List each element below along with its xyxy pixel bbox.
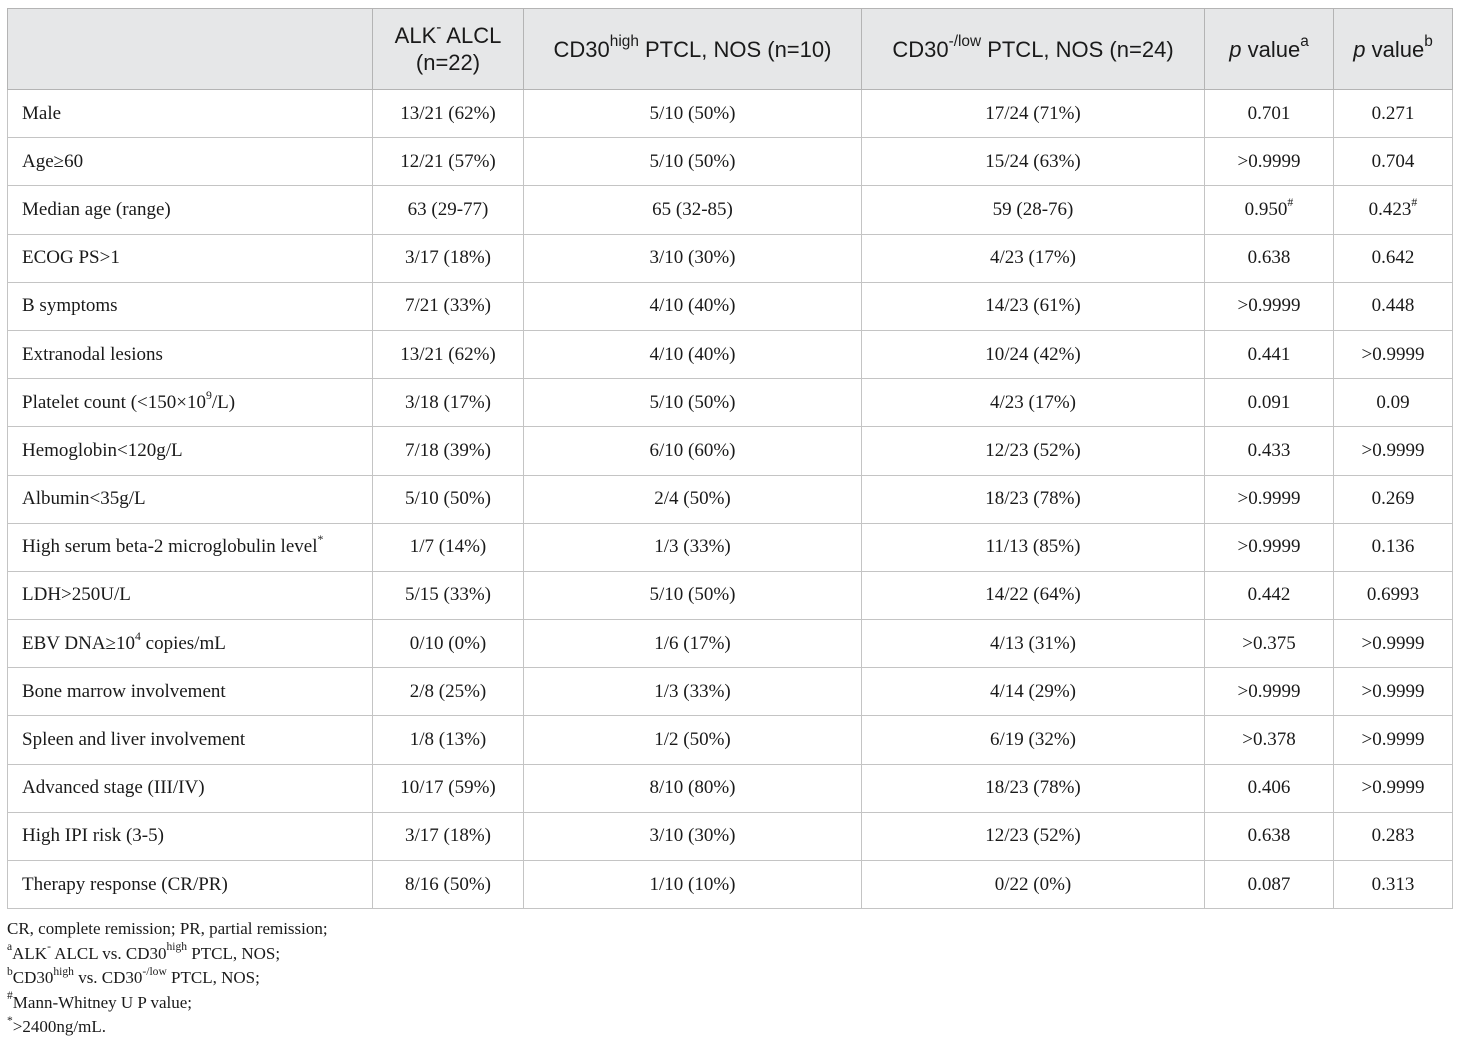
cell-alk-alcl: 13/21 (62%)	[373, 330, 524, 378]
cell-p-value-a: 0.433	[1205, 427, 1334, 475]
table-row	[8, 379, 1453, 427]
header-cd30-high: $CD30^{high}$ PTCL, NOS (n=10)	[524, 9, 862, 90]
cell-p-value-a: >0.375	[1205, 620, 1334, 668]
cell-cd30-low: 18/23 (78%)	[862, 475, 1205, 523]
cell-p-value-a: >0.9999	[1205, 282, 1334, 330]
row-label: Albumin<35g/L	[8, 475, 373, 523]
row-label: Therapy response (CR/PR)	[8, 861, 373, 909]
header-cd30-low: $CD30^{-/low}$ PTCL, NOS (n=24)	[862, 9, 1205, 90]
cell-cd30-low: 14/23 (61%)	[862, 282, 1205, 330]
cell-p-value-b: >0.9999	[1334, 427, 1453, 475]
cell-cd30-high: 6/10 (60%)	[524, 427, 862, 475]
table-row	[8, 764, 1453, 812]
cell-p-value-a: 0.638	[1205, 812, 1334, 860]
table-row	[8, 620, 1453, 668]
cell-cd30-low: 59 (28-76)	[862, 186, 1205, 234]
table-row	[8, 716, 1453, 764]
cell-cd30-high: 4/10 (40%)	[524, 330, 862, 378]
cell-cd30-high: 1/3 (33%)	[524, 668, 862, 716]
header-blank	[8, 9, 373, 90]
cell-cd30-high: 4/10 (40%)	[524, 282, 862, 330]
table-row	[8, 523, 1453, 571]
table-row	[8, 812, 1453, 860]
cell-alk-alcl: 5/10 (50%)	[373, 475, 524, 523]
row-label: Bone marrow involvement	[8, 668, 373, 716]
cell-p-value-a: 0.638	[1205, 234, 1334, 282]
footnote-star: *>2400ng/mL.	[7, 1013, 106, 1037]
cell-cd30-high: 3/10 (30%)	[524, 234, 862, 282]
cell-cd30-low: 15/24 (63%)	[862, 138, 1205, 186]
cell-cd30-low: 17/24 (71%)	[862, 90, 1205, 138]
cell-p-value-b: 0.283	[1334, 812, 1453, 860]
cell-alk-alcl: 7/21 (33%)	[373, 282, 524, 330]
cell-alk-alcl: 5/15 (33%)	[373, 571, 524, 619]
cell-p-value-b: 0.271	[1334, 90, 1453, 138]
row-label: Male	[8, 90, 373, 138]
row-label: High serum beta-2 microglobulin level*	[8, 523, 373, 571]
cell-cd30-low: 0/22 (0%)	[862, 861, 1205, 909]
cell-alk-alcl: 1/7 (14%)	[373, 523, 524, 571]
table-row	[8, 234, 1453, 282]
cell-p-value-b: >0.9999	[1334, 330, 1453, 378]
cell-p-value-a: 0.406	[1205, 764, 1334, 812]
row-label: B symptoms	[8, 282, 373, 330]
row-label: High IPI risk (3-5)	[8, 812, 373, 860]
row-label: LDH>250U/L	[8, 571, 373, 619]
row-label: EBV $DNA\ge 10^4$ copies/mL	[8, 620, 373, 668]
table-row	[8, 186, 1453, 234]
cell-p-value-b: >0.9999	[1334, 764, 1453, 812]
cell-p-value-a: 0.087	[1205, 861, 1334, 909]
cell-alk-alcl: 3/17 (18%)	[373, 234, 524, 282]
cell-p-value-a: >0.9999	[1205, 138, 1334, 186]
row-label: Age≥60	[8, 138, 373, 186]
row-label: Extranodal lesions	[8, 330, 373, 378]
cell-p-value-b: 0.269	[1334, 475, 1453, 523]
row-label: Hemoglobin<120g/L	[8, 427, 373, 475]
cell-cd30-high: 1/10 (10%)	[524, 861, 862, 909]
cell-cd30-high: 2/4 (50%)	[524, 475, 862, 523]
cell-cd30-low: 12/23 (52%)	[862, 812, 1205, 860]
cell-alk-alcl: 8/16 (50%)	[373, 861, 524, 909]
cell-p-value-b: 0.423#	[1334, 186, 1453, 234]
header-alk-alcl: ALK- ALCL (n=22)	[373, 9, 524, 90]
cell-cd30-high: 1/3 (33%)	[524, 523, 862, 571]
cell-alk-alcl: 7/18 (39%)	[373, 427, 524, 475]
cell-cd30-low: 10/24 (42%)	[862, 330, 1205, 378]
cell-p-value-a: >0.9999	[1205, 668, 1334, 716]
row-label: Platelet count $(<150\times 10^9/L)$	[8, 379, 373, 427]
cell-p-value-a: 0.701	[1205, 90, 1334, 138]
cell-cd30-low: 6/19 (32%)	[862, 716, 1205, 764]
header-p-value-b: p value$^b$	[1334, 9, 1453, 90]
cell-cd30-low: 4/13 (31%)	[862, 620, 1205, 668]
cell-p-value-b: 0.642	[1334, 234, 1453, 282]
row-label: Spleen and liver involvement	[8, 716, 373, 764]
cell-cd30-high: 1/6 (17%)	[524, 620, 862, 668]
footnote-hash: #Mann-Whitney U P value;	[7, 989, 193, 1012]
row-label: Advanced stage (III/IV)	[8, 764, 373, 812]
table-row	[8, 330, 1453, 378]
cell-p-value-b: >0.9999	[1334, 620, 1453, 668]
characteristics-table	[7, 8, 1453, 909]
cell-p-value-a: 0.950#	[1205, 186, 1334, 234]
cell-cd30-low: 12/23 (52%)	[862, 427, 1205, 475]
cell-p-value-b: 0.448	[1334, 282, 1453, 330]
cell-alk-alcl: 10/17 (59%)	[373, 764, 524, 812]
cell-cd30-high: 5/10 (50%)	[524, 138, 862, 186]
cell-cd30-low: 4/23 (17%)	[862, 234, 1205, 282]
cell-cd30-high: 3/10 (30%)	[524, 812, 862, 860]
cell-cd30-high: 5/10 (50%)	[524, 379, 862, 427]
cell-cd30-low: 11/13 (85%)	[862, 523, 1205, 571]
footnote-b: $^bCD30^{high}$ vs. $CD30^{-/low}$ PTCL, NOS;	[7, 964, 260, 988]
cell-cd30-high: 5/10 (50%)	[524, 90, 862, 138]
cell-cd30-high: 8/10 (80%)	[524, 764, 862, 812]
cell-alk-alcl: 3/18 (17%)	[373, 379, 524, 427]
cell-cd30-low: 18/23 (78%)	[862, 764, 1205, 812]
cell-p-value-b: >0.9999	[1334, 668, 1453, 716]
cell-alk-alcl: 63 (29-77)	[373, 186, 524, 234]
table-row	[8, 427, 1453, 475]
cell-p-value-a: 0.091	[1205, 379, 1334, 427]
table-container	[7, 8, 1452, 1040]
cell-cd30-high: 65 (32-85)	[524, 186, 862, 234]
cell-alk-alcl: 12/21 (57%)	[373, 138, 524, 186]
cell-p-value-b: 0.6993	[1334, 571, 1453, 619]
cell-p-value-a: >0.378	[1205, 716, 1334, 764]
cell-p-value-a: >0.9999	[1205, 475, 1334, 523]
cell-p-value-b: 0.09	[1334, 379, 1453, 427]
header-row	[8, 9, 1453, 90]
header-p-value-a: p value$^a$	[1205, 9, 1334, 90]
cell-alk-alcl: 3/17 (18%)	[373, 812, 524, 860]
table-row	[8, 571, 1453, 619]
cell-alk-alcl: 2/8 (25%)	[373, 668, 524, 716]
footnote-abbrev: CR, complete remission; PR, partial remission;	[7, 919, 328, 939]
table-row	[8, 282, 1453, 330]
row-label: ECOG PS>1	[8, 234, 373, 282]
cell-cd30-low: 14/22 (64%)	[862, 571, 1205, 619]
cell-alk-alcl: 13/21 (62%)	[373, 90, 524, 138]
cell-cd30-low: 4/23 (17%)	[862, 379, 1205, 427]
cell-cd30-low: 4/14 (29%)	[862, 668, 1205, 716]
table-row	[8, 668, 1453, 716]
cell-cd30-high: 5/10 (50%)	[524, 571, 862, 619]
cell-p-value-a: >0.9999	[1205, 523, 1334, 571]
cell-p-value-b: >0.9999	[1334, 716, 1453, 764]
cell-p-value-b: 0.313	[1334, 861, 1453, 909]
table-body	[8, 90, 1453, 909]
table-row	[8, 861, 1453, 909]
cell-p-value-a: 0.441	[1205, 330, 1334, 378]
cell-cd30-high: 1/2 (50%)	[524, 716, 862, 764]
cell-p-value-a: 0.442	[1205, 571, 1334, 619]
cell-alk-alcl: 0/10 (0%)	[373, 620, 524, 668]
cell-p-value-b: 0.704	[1334, 138, 1453, 186]
row-label: Median age (range)	[8, 186, 373, 234]
table-row	[8, 138, 1453, 186]
table-row	[8, 90, 1453, 138]
cell-alk-alcl: 1/8 (13%)	[373, 716, 524, 764]
cell-p-value-b: 0.136	[1334, 523, 1453, 571]
table-row	[8, 475, 1453, 523]
footnote-a: $^a$ALK- ALCL vs. $CD30^{high}$ PTCL, NOS;	[7, 940, 281, 963]
footnotes	[7, 917, 1452, 1040]
